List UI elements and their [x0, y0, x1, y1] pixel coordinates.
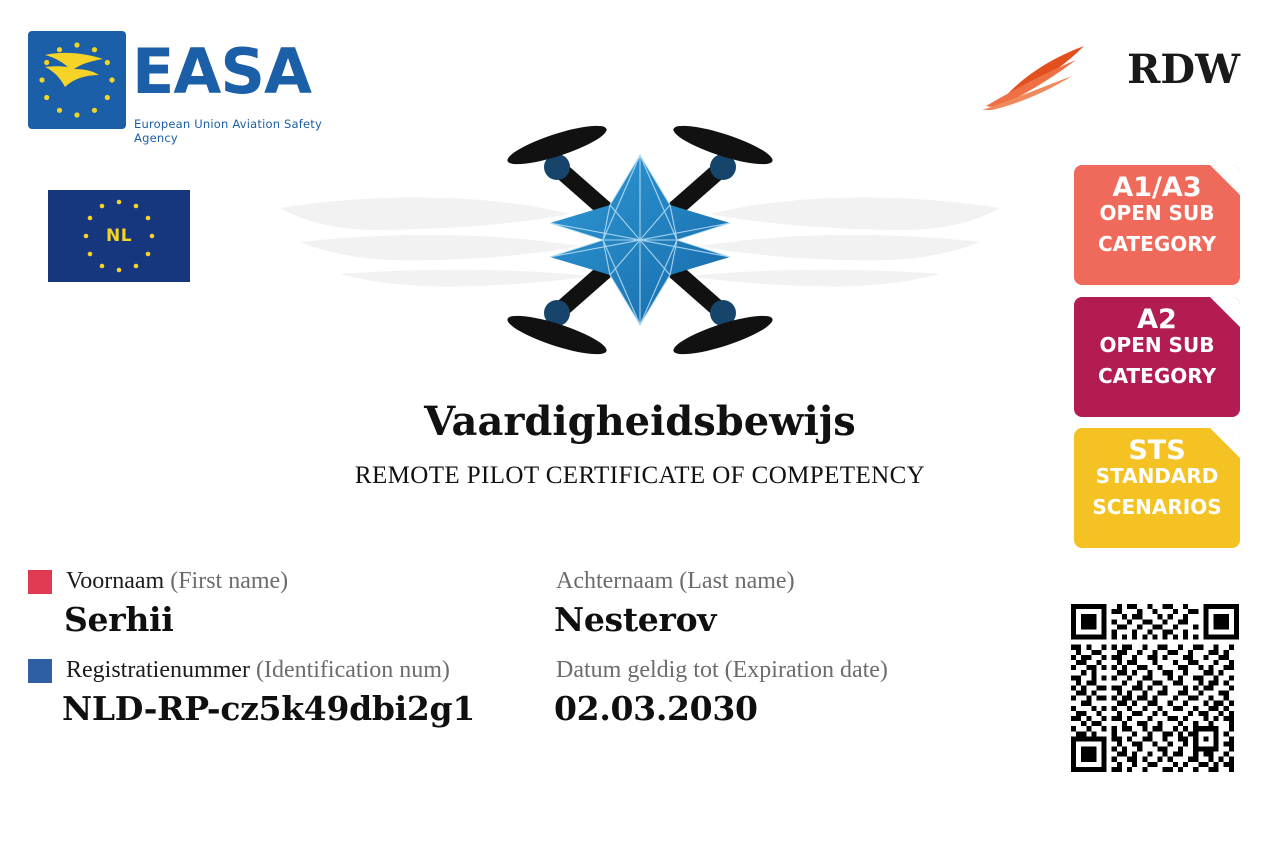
- expiration-date-value: 02.03.2030: [554, 689, 758, 728]
- rdw-logo: [980, 32, 1240, 114]
- badge-sts-line2: STANDARD: [1095, 464, 1219, 489]
- badge-a2-line3: CATEGORY: [1097, 363, 1217, 388]
- first-name-label-en: (First name): [170, 568, 289, 594]
- registration-number-label-nl: Registratienummer: [66, 657, 256, 683]
- nl-country-code: NL: [105, 226, 133, 246]
- last-name-label-en: (Last name): [679, 568, 795, 594]
- first-name-marker: [28, 570, 52, 594]
- badge-sts: [1074, 428, 1240, 548]
- badge-a1-a3-code: A1/A3: [1112, 172, 1202, 203]
- registration-number-label: [66, 657, 450, 684]
- badge-a2-code: A2: [1137, 304, 1177, 335]
- last-name-value: Nesterov: [554, 600, 717, 639]
- page-title: Vaardigheidsbewijs: [424, 398, 856, 445]
- easa-wordmark: EASA: [132, 35, 311, 108]
- first-name-label: [66, 568, 288, 595]
- badge-sts-code: STS: [1128, 435, 1186, 466]
- registration-number-value: NLD-RP-cz5k49dbi2g1: [62, 689, 475, 728]
- nl-state-flag: [48, 190, 190, 282]
- qr-code[interactable]: [1071, 604, 1239, 772]
- badge-a1-a3: [1074, 165, 1240, 285]
- drone-icon: [495, 105, 785, 375]
- badge-corner-fold: [1210, 428, 1240, 458]
- first-name-value: Serhii: [64, 600, 174, 639]
- badge-corner-fold: [1210, 297, 1240, 327]
- badge-a1-a3-line3: CATEGORY: [1097, 231, 1217, 256]
- last-name-label-nl: Achternaam: [556, 568, 680, 594]
- registration-number-label-en: (Identification num): [255, 657, 450, 683]
- easa-bird-icon: [41, 49, 111, 95]
- page-subtitle: REMOTE PILOT CERTIFICATE OF COMPETENCY: [354, 462, 926, 489]
- badge-corner-fold: [1210, 165, 1240, 195]
- rdw-mark-icon: [980, 40, 1100, 110]
- easa-subtitle: European Union Aviation Safety Agency: [134, 117, 323, 145]
- rdw-wordmark: RDW: [1127, 46, 1240, 93]
- badge-a2-line2: OPEN SUB: [1099, 333, 1215, 358]
- badge-sts-line3: SCENARIOS: [1092, 494, 1222, 519]
- badge-a1-a3-line2: OPEN SUB: [1099, 201, 1215, 226]
- qr-code-icon: [1071, 604, 1239, 772]
- expiration-date-label-nl: Datum geldig tot: [556, 657, 725, 683]
- last-name-label: [556, 568, 795, 595]
- easa-flag-icon: [28, 31, 126, 129]
- first-name-label-nl: Voornaam: [66, 568, 171, 594]
- badge-a2: [1074, 297, 1240, 417]
- expiration-date-label-en: (Expiration date): [724, 657, 888, 683]
- easa-logo: [28, 31, 328, 145]
- registration-number-marker: [28, 659, 52, 683]
- expiration-date-label: [556, 657, 888, 684]
